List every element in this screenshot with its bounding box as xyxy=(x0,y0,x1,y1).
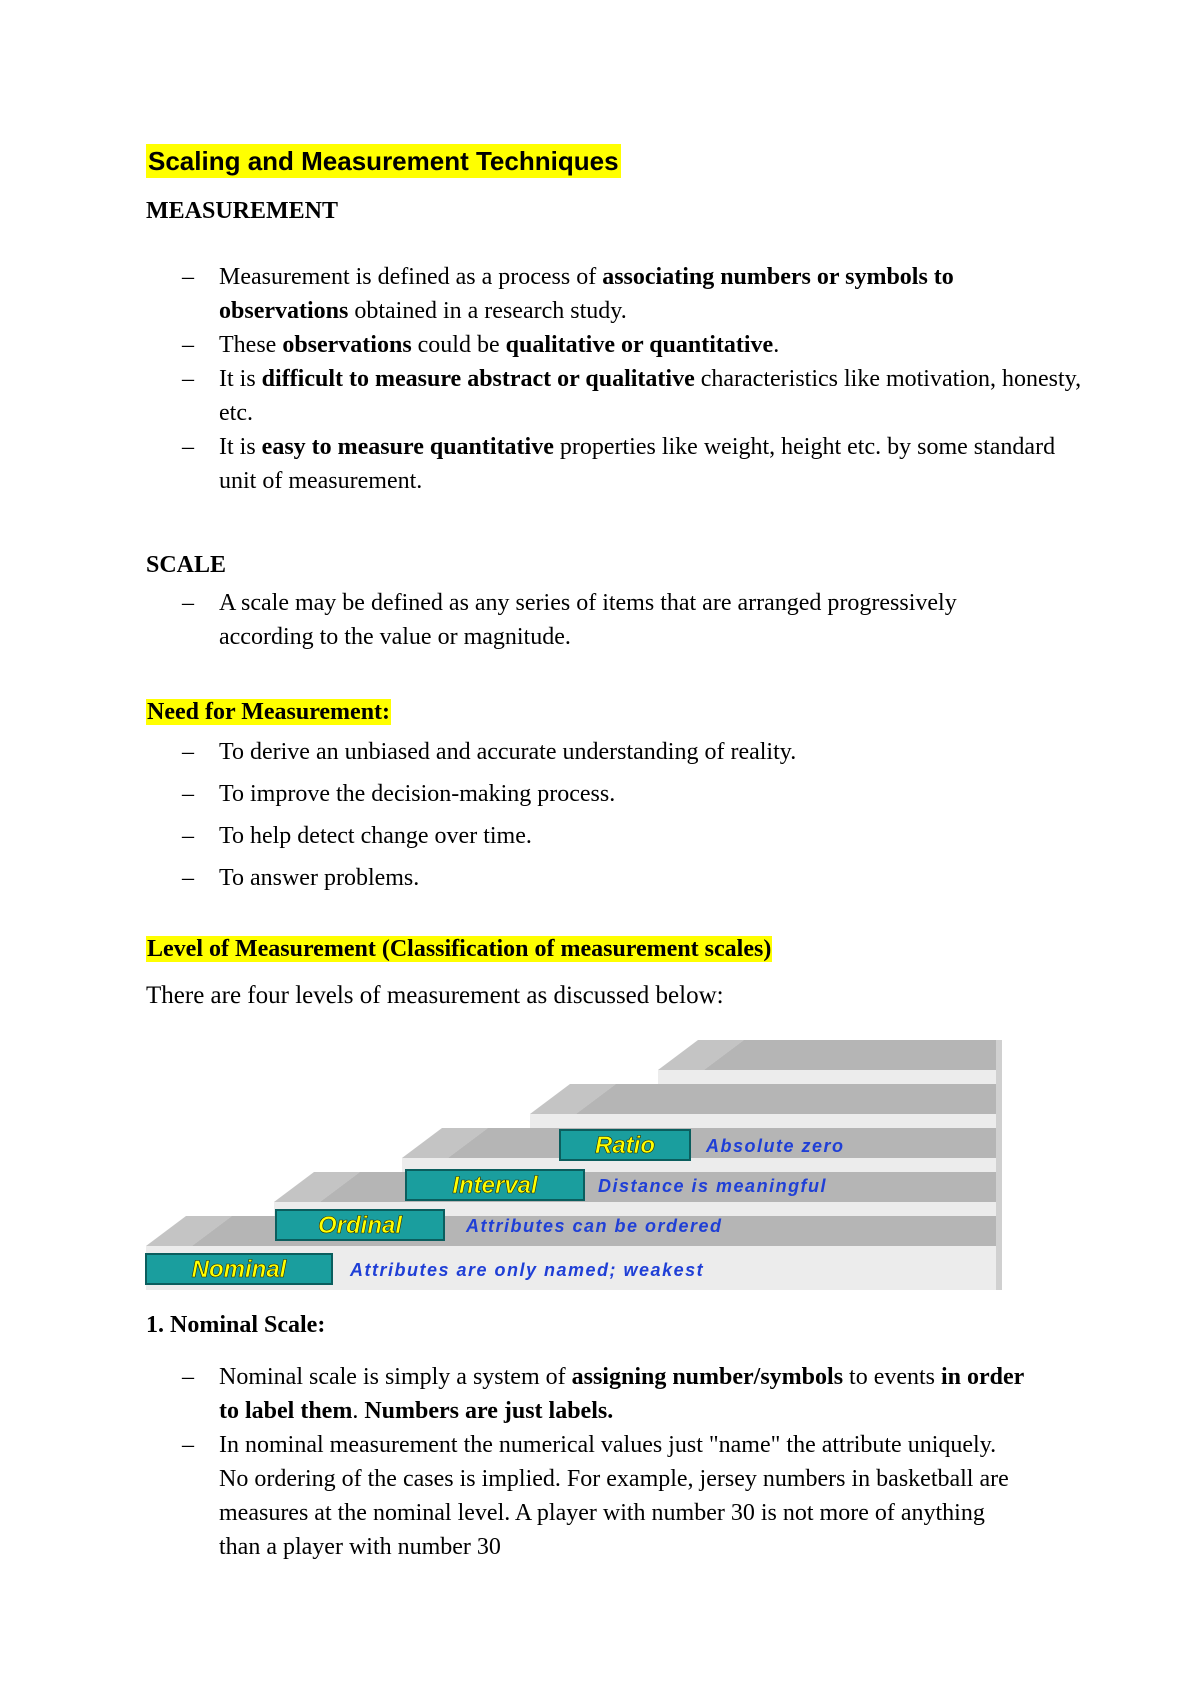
text-run: To improve the decision-making process. xyxy=(219,781,616,807)
text-run: properties like weight, height etc. by some standard unit of measurement. xyxy=(219,434,1056,494)
text-run: to events xyxy=(843,1364,942,1390)
bullet-dash: – xyxy=(182,434,194,460)
list-item xyxy=(146,1360,1026,1428)
bullet-dash: – xyxy=(182,865,194,891)
text-run: Nominal scale is simply a system of xyxy=(219,1364,572,1390)
bullet-dash: – xyxy=(182,1364,194,1390)
stair-description: Absolute zero xyxy=(706,1136,845,1156)
bullet-dash: – xyxy=(182,739,194,765)
stair-label: Nominal xyxy=(191,1256,287,1283)
text-run: It is xyxy=(219,434,262,460)
bullet-dash: – xyxy=(182,590,194,616)
stair-top-shade xyxy=(576,1084,1002,1114)
text-run: Measurement is defined as a process of xyxy=(219,264,603,290)
measurement-heading: MEASUREMENT xyxy=(146,198,339,224)
stair-top-shade xyxy=(704,1040,1002,1070)
text-run: Numbers are just labels. xyxy=(364,1398,614,1424)
list-item xyxy=(146,586,1016,654)
text-run: could be xyxy=(411,332,506,358)
page-title: Scaling and Measurement Techniques xyxy=(148,146,619,176)
nominal-bullets xyxy=(146,1360,1026,1564)
text-run: To answer problems. xyxy=(219,865,420,891)
text-run: . xyxy=(773,332,780,358)
stair-description: Attributes are only named; weakest xyxy=(350,1260,705,1280)
measurement-bullets xyxy=(146,260,1086,498)
text-run: observations xyxy=(282,332,412,358)
list-item xyxy=(146,735,1076,769)
bullet-dash: – xyxy=(182,366,194,392)
text-run: in order to label them xyxy=(219,1364,1024,1424)
text-run: assigning number/symbols xyxy=(571,1364,844,1390)
text-run: associating numbers or symbols to observations xyxy=(219,264,954,324)
text-run: qualitative or quantitative xyxy=(505,332,774,358)
text-run: difficult to measure abstract or qualitative xyxy=(261,366,695,392)
need-bullets xyxy=(146,735,1076,895)
list-item xyxy=(146,777,1076,811)
text-run: In nominal measurement the numerical values just "name" the attribute uniquely. No ordering of the cases is implied. For example, jersey numbers in basketball are measures at the nominal level. A player with number 30 is not more of anything than a player with number 30 xyxy=(219,1432,1009,1560)
text-run: characteristics like motivation, honesty, etc. xyxy=(219,366,1082,426)
need-heading: Need for Measurement: xyxy=(147,699,391,725)
list-item xyxy=(146,328,1086,362)
text-run: It is xyxy=(219,366,262,392)
bullet-dash: – xyxy=(182,264,194,290)
bullet-dash: – xyxy=(182,781,194,807)
list-item xyxy=(146,1428,1026,1564)
bullet-dash: – xyxy=(182,332,194,358)
levels-intro: There are four levels of measurement as discussed below: xyxy=(146,982,724,1009)
stair-description: Attributes can be ordered xyxy=(466,1216,723,1236)
text-run: A scale may be defined as any series of items that are arranged progressively according to the value or magnitude. xyxy=(219,590,957,650)
text-run: . xyxy=(352,1398,365,1424)
stair-label: Interval xyxy=(452,1172,538,1199)
text-run: These xyxy=(219,332,283,358)
list-item xyxy=(146,861,1076,895)
stair-label: Ratio xyxy=(595,1132,655,1159)
scale-heading: SCALE xyxy=(146,552,227,578)
text-run: obtained in a research study. xyxy=(348,298,627,324)
list-item xyxy=(146,819,1076,853)
stair-description: Distance is meaningful xyxy=(598,1176,828,1196)
stairs-diagram xyxy=(140,1022,1020,1294)
nominal-heading: 1. Nominal Scale: xyxy=(146,1312,326,1338)
text-run: To help detect change over time. xyxy=(219,823,532,849)
levels-heading: Level of Measurement (Classification of measurement scales) xyxy=(147,936,772,962)
bullet-dash: – xyxy=(182,823,194,849)
list-item xyxy=(146,430,1086,498)
list-item xyxy=(146,260,1086,328)
bullet-dash: – xyxy=(182,1432,194,1458)
stair-side-wall xyxy=(996,1040,1002,1290)
stair-label: Ordinal xyxy=(317,1212,403,1239)
list-item xyxy=(146,362,1086,430)
text-run: To derive an unbiased and accurate understanding of reality. xyxy=(219,739,797,765)
scale-bullets xyxy=(146,586,1016,654)
text-run: easy to measure quantitative xyxy=(261,434,554,460)
